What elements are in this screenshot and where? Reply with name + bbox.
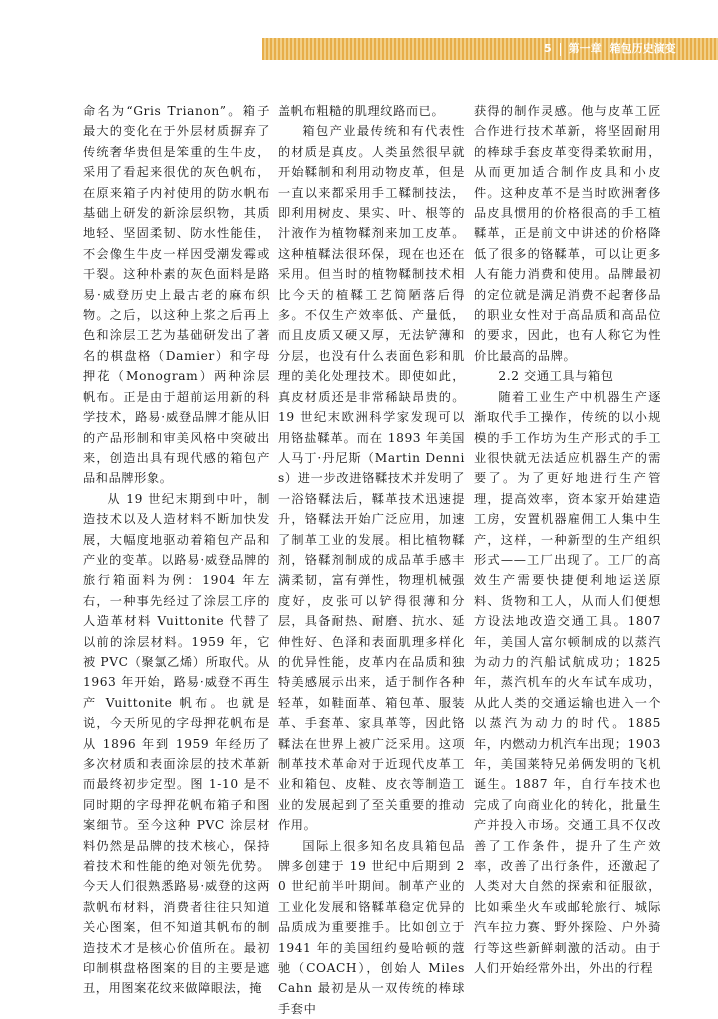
paragraph: 随着工业生产中机器生产逐渐取代手工操作，传统的以小规模的手工作坊为生产形式的手工业很快就无法适应机器生产的需要了。为了更好地进行生产管理，提高效率，资本家开始建造工房，安置机器雇佣工人集中生产，这样，一种新型的生产组织形式——工厂出现了。工厂的高效生产需要快捷便利地运送原料、货物和工人，从而人们便想方设法地改造交通工具。1807 年，美国人富尔顿制成的以蒸汽为动力的汽船试航成功；1825 年，蒸汽机车的火车试车成功，从此人类的交通运输也进入一个以蒸汽为动力的时代。1885 年，内燃动力机汽车出现；1903 年，美国莱特兄弟俩发明的飞机诞生。1887 年，自行车技术也完成了向商业化的转化，批量生产并投入市场。交通工具不仅改善了工作条件，提升了生产效率，改善了出行条件，还激起了人类对大自然的探索和征服欲，比如乘坐火车或邮轮旅行、城际汽车拉力赛、野外探险、户外骑行等这些新鲜刺激的活动。由于人们开始经常外出，外出的行程 xyxy=(474,389,661,976)
text-column-1 xyxy=(83,101,270,999)
paragraph: 从 19 世纪末期到中叶，制造技术以及人造材料不断加快发展，大幅度地驱动着箱包产品和产业的变革。以路易·威登品牌的旅行箱面料为例：1904 年左右，一种事先经过了涂层工序的人造革材料 Vuittonite 代替了以前的涂层材料。1959 年，它被 PVC（聚氯乙烯）所取代。从 1963 年开始，路易·威登不再生产 Vuittonite 帆布。也就是说，今天所见的字母押花帆布是从 1896 年到 1959 年经历了多次材质和表面涂层的技术革新而最终初步定型。图 1-10 是不同时期的字母押花帆布箱子和图案细节。至今这种 PVC 涂层材料仍然是品牌的技术核心，保持着技术和性能的绝对领先优势。今天人们很熟悉路易·威登的这两款帆布材料，消费者往往只知道关心图案，但不知道其帆布的制造技术才是核心价值所在。最初印制棋盘格图案的目的主要是遮丑，用图案花纹来做障眼法，掩 xyxy=(83,491,270,996)
paragraph: 盖帆布粗糙的肌理纹路而已。 xyxy=(278,104,445,118)
section-heading: 2.2 交通工具与箱包 xyxy=(498,369,614,384)
text-column-2 xyxy=(278,101,465,1019)
paragraph: 命名为“Gris Trianon”。箱子最大的变化在于外层材质摒弃了传统奢华贵但是笨重的生牛皮，采用了看起来很优的灰色帆布，在原来箱子内衬使用的防水帆布基础上研发的新涂层织物，其质地轻、坚固柔韧、防水性能佳，不会像生牛皮一样因受潮发霉或干裂。这种朴素的灰色面料是路易·威登历史上最古老的麻布织物。之后，以这种上浆之后再上色和涂层工艺为基础研发出了著名的棋盘格（Damier）和字母押花（Monogram）两种涂层帆布。正是由于超前运用新的科学技术，路易·威登品牌才能从旧的产品形制和审美风格中突破出来，创造出具有现代感的箱包产品和品牌形象。 xyxy=(83,104,270,486)
header-divider xyxy=(560,43,561,56)
paragraph: 箱包产业最传统和有代表性的材质是真皮。人类虽然很早就开始鞣制和利用动物皮革，但是一直以来都采用手工鞣制技法，即利用树皮、果实、叶、根等的汁液作为植物鞣剂来加工皮革。这种植鞣法很环保，现在也还在采用。但当时的植物鞣制技术相比今天的植鞣工艺简陋落后得多。不仅生产效率低、产量低，而且皮质又硬又厚，无法铲薄和分层，也没有什么表面色彩和肌理的美化处理技术。即使如此，真皮材质还是非常稀缺昂贵的。19 世纪末欧洲科学家发现可以用铬盐鞣革。而在 1893 年美国人马丁·丹尼斯（Martin Dennis）进一步改进铬鞣技术并发明了一浴铬鞣法后，鞣革技术迅速提升，铬鞣法开始广泛应用，加速了制革工业的发展。相比植物鞣剂，铬鞣剂制成的成品革手感丰满柔韧，富有弹性，物理机械强度好，皮张可以铲得很薄和分层，具备耐热、耐磨、抗水、延伸性好、色泽和表面肌理多样化的优异性能，皮革内在品质和独特美感展示出来，适于制作各种轻革，如鞋面革、箱包革、服装革、手套革、家具革等，因此铬鞣法在世界上被广泛采用。这项制革技术革命对于近现代皮革工业和箱包、皮鞋、皮衣等制造工业的发展起到了至关重要的推动作用。 xyxy=(278,124,465,833)
paragraph: 获得的制作灵感。他与皮革工匠合作进行技术革新，将坚固耐用的棒球手套皮革变得柔软耐用，从而更加适合制作皮具和小皮件。这种皮革不是当时欧洲奢侈品皮具惯用的价格很高的手工植鞣革，正是前文中讲述的价格降低了很多的铬鞣革，可以让更多人有能力消费和使用。品牌最初的定位就是满足消费不起奢侈品的职业女性对于高品质和高品位的要求，因此，也有人称它为性价比最高的品牌。 xyxy=(474,104,661,363)
chapter-header-text xyxy=(544,38,676,60)
page-number: 5 xyxy=(544,42,552,55)
chapter-title: 箱包历史演变 xyxy=(609,42,676,55)
chapter-label: 第一章 xyxy=(568,42,602,55)
paragraph: 国际上很多知名皮具箱包品牌多创建于 19 世纪中后期到 20 世纪前半叶期间。制革产业的工业化发展和铬鞣革稳定优异的品质成为重要推手。比如创立于 1941 年的美国纽约曼哈顿的蔻驰（COACH），创始人 Miles Cahn 最初是从一双传统的棒球手套中 xyxy=(278,838,465,1016)
text-column-3 xyxy=(474,101,661,978)
chapter-header-bar xyxy=(262,38,718,60)
